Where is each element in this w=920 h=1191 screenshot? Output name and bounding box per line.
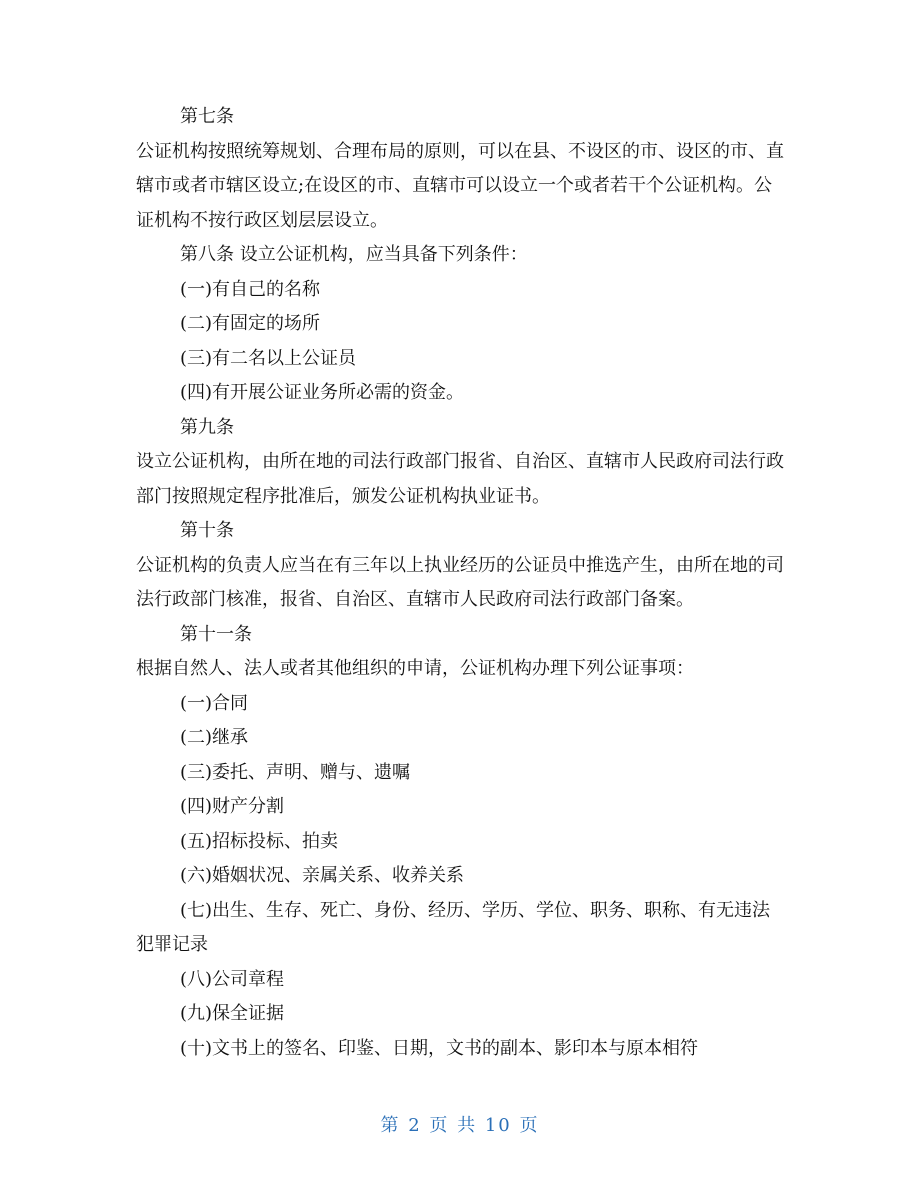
page-number-footer: 第 2 页 共 10 页 <box>380 1115 540 1136</box>
article-9-heading: 第九条 <box>180 416 234 438</box>
article-11-item: (二)继承 <box>180 727 249 748</box>
article-11-item: (五)招标投标、拍卖 <box>180 830 339 852</box>
article-11-item: (一)合同 <box>180 692 249 714</box>
article-11-item: (八)公司章程 <box>180 968 285 990</box>
article-7-text-line: 证机构不按行政区划层层设立。 <box>136 209 388 231</box>
article-7-text-line: 公证机构按照统筹规划、合理布局的原则，可以在县、不设区的市、设区的市、直 <box>136 140 784 162</box>
article-8-item: (四)有开展公证业务所必需的资金。 <box>180 382 465 403</box>
article-11-item: (七)出生、生存、死亡、身份、经历、学历、学位、职务、职称、有无违法 <box>180 899 771 921</box>
article-8-item: (二)有固定的场所 <box>180 313 321 334</box>
document-body <box>136 100 786 1066</box>
article-8-item: (一)有自己的名称 <box>180 278 321 300</box>
article-11-heading: 第十一条 <box>180 623 252 645</box>
article-9-text-line: 设立公证机构，由所在地的司法行政部门报省、自治区、直辖市人民政府司法行政 <box>136 451 784 472</box>
article-11-item: (十)文书上的签名、印鉴、日期，文书的副本、影印本与原本相符 <box>180 1037 699 1059</box>
article-7-text-line: 辖市或者市辖区设立;在设区的市、直辖市可以设立一个或者若干个公证机构。公 <box>136 175 773 196</box>
article-7-heading: 第七条 <box>180 106 234 127</box>
article-10-text-line: 法行政部门核准，报省、自治区、直辖市人民政府司法行政部门备案。 <box>136 589 694 610</box>
article-11-item: (四)财产分割 <box>180 796 285 817</box>
article-11-item-continuation: 犯罪记录 <box>136 934 208 955</box>
article-8-item: (三)有二名以上公证员 <box>180 347 357 369</box>
article-10-text-line: 公证机构的负责人应当在有三年以上执业经历的公证员中推选产生，由所在地的司 <box>136 554 784 576</box>
article-11-item: (六)婚姻状况、亲属关系、收养关系 <box>180 865 465 886</box>
article-10-heading: 第十条 <box>180 520 234 541</box>
article-11-item: (九)保全证据 <box>180 1003 285 1024</box>
article-11-intro: 根据自然人、法人或者其他组织的申请，公证机构办理下列公证事项： <box>136 658 694 679</box>
article-8-heading: 第八条 设立公证机构，应当具备下列条件： <box>180 244 528 265</box>
article-9-text-line: 部门按照规定程序批准后，颁发公证机构执业证书。 <box>136 485 550 507</box>
article-11-item: (三)委托、声明、赠与、遗嘱 <box>180 761 411 783</box>
